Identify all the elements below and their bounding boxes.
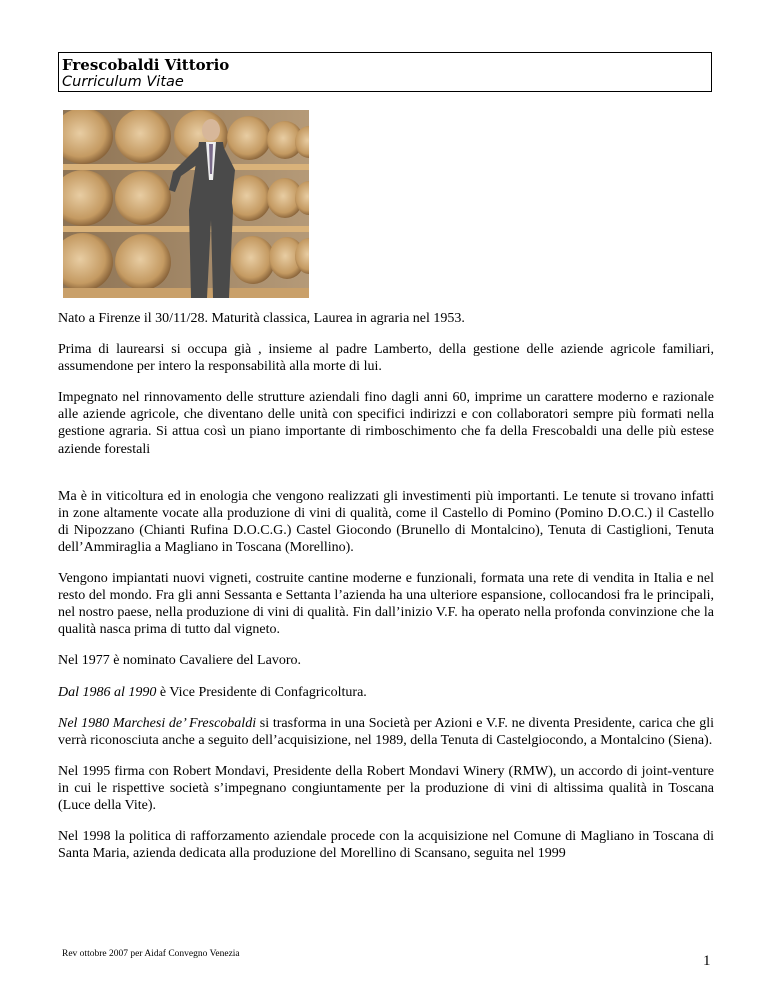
paragraph-cavaliere: Nel 1977 è nominato Cavaliere del Lavoro. <box>58 653 301 669</box>
paragraph-family-business: Prima di laurearsi si occupa già , insieme al padre Lamberto, della gestione delle aziende agricole familiari, assumendone per intero la responsabilità alla morte di lui. <box>58 342 714 375</box>
footer-revision: Rev ottobre 2007 per Aidaf Convegno Venezia <box>62 949 240 959</box>
paragraph-santa-maria: Nel 1998 la politica di rafforzamento aziendale procede con la acquisizione nel Comune di Magliano in Toscana di Santa Maria, azienda dedicata alla produzione del Morellino di Scansano, seguita nel 1999 <box>58 829 714 862</box>
person-name: Frescobaldi Vittorio <box>62 56 230 74</box>
portrait-photo <box>63 110 309 298</box>
paragraph-mondavi: Nel 1995 firma con Robert Mondavi, Presidente della Robert Mondavi Winery (RMW), un accordo di joint-venture in cui le rispettive società s’impegnano congiuntamente per la produzione di vini di altissima qualità in Toscana (Luce della Vite). <box>58 763 714 813</box>
paragraph-spa-text: si trasforma in una Società per Azioni e V.F. ne diventa Presidente, carica che gli verrà riconosciuta anche a seguito dell’acquisizione, nel 1989, della Tenuta di Castelgiocondo, a Montalcino (Siena). <box>58 715 714 748</box>
photo-illustration <box>63 110 309 298</box>
paragraph-renewal: Impegnato nel rinnovamento delle strutture aziendali fino dagli anni 60, imprime un carattere moderno e razionale alle aziende agricole, che diventano delle unità con specifici indirizzi e con collaboratori sempre più formati nella gestione agraria. Si attua così un piano importante di rimboschimento che fa della Frescobaldi una delle più estese aziende forestali <box>58 390 714 457</box>
paragraph-confagricoltura <box>58 684 714 701</box>
paragraph-birth: Nato a Firenze il 30/11/28. Maturità classica, Laurea in agraria nel 1953. <box>58 311 465 326</box>
paragraph-viticulture: Ma è in viticoltura ed in enologia che vengono realizzati gli investimenti più importanti. Le tenute si trovano infatti in zone altamente vocate alla produzione di vini di qualità, come il Castello di Pomino (Pomino D.O.C.) il Castello di Nipozzano (Chianti Rufina D.O.C.G.) Castel Giocondo (Brunello di Montalcino), Tenuta di Castiglioni, Tenuta dell’Ammiraglia a Magliano in Toscana (Morellino). <box>58 488 714 555</box>
document-subtitle: Curriculum Vitae <box>62 74 184 90</box>
body-text <box>58 310 714 876</box>
paragraph-confagricoltura-text: è Vice Presidente di Confagricoltura. <box>156 684 367 700</box>
paragraph-spa <box>58 715 714 749</box>
paragraph-confagricoltura-dates: Dal 1986 al 1990 <box>58 684 157 700</box>
paragraph-expansion: Vengono impiantati nuovi vigneti, costruite cantine moderne e funzionali, formata una rete di vendita in Italia e nel resto del mondo. Fra gli anni Sessanta e Settanta l’azienda ha una ulteriore espansione, collocandosi fra le principali, nel nostro paese, nella produzione di vini di qualità. Fin dall’inizio V.F. ha operato nella profonda convinzione che la qualità nasca prima di tutto dal vigneto. <box>58 571 714 638</box>
header-box <box>58 52 712 92</box>
paragraph-spa-lead: Nel 1980 Marchesi de’ Frescobaldi <box>58 715 257 731</box>
page-number: 1 <box>703 953 711 969</box>
